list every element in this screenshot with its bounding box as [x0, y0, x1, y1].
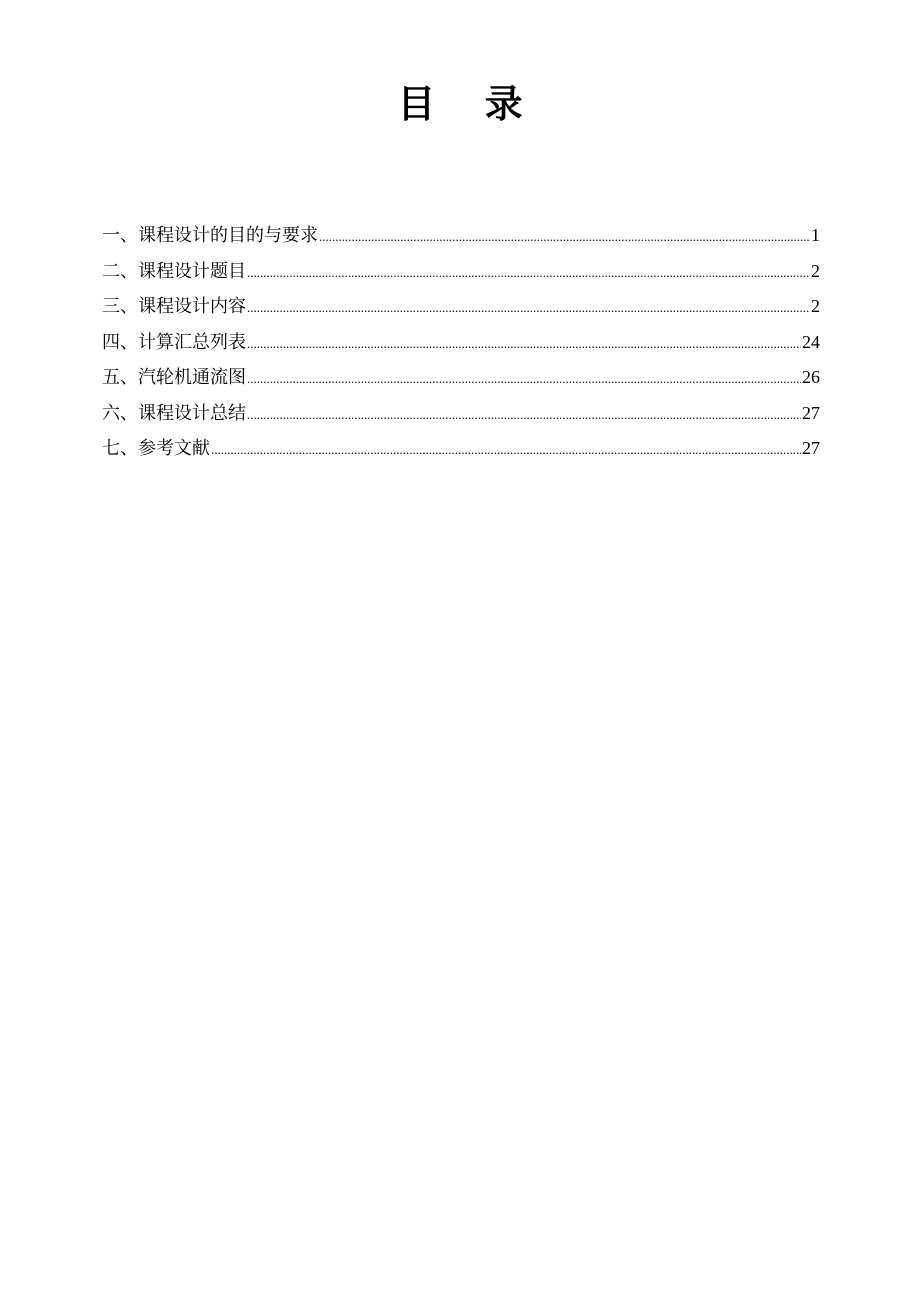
toc-dot-leader: [247, 361, 801, 397]
toc-entry-page: 27: [802, 402, 820, 423]
toc-entry-5[interactable]: [102, 360, 820, 396]
toc-entry-7[interactable]: [102, 431, 820, 467]
toc-entry-page: 2: [811, 296, 820, 316]
toc-entry-2[interactable]: [102, 254, 820, 290]
toc-entry-1[interactable]: [102, 218, 820, 254]
toc-entry-label: 二、课程设计题目: [102, 260, 246, 282]
toc-entry-page: 1: [811, 225, 820, 245]
toc-entry-6[interactable]: [102, 396, 820, 432]
toc-entry-page: 27: [802, 438, 820, 458]
toc-entry-4[interactable]: [102, 325, 820, 361]
toc-dot-leader: [211, 432, 801, 468]
toc-entry-label: 一、课程设计的目的与要求: [102, 225, 318, 246]
toc-entry-label: 四、计算汇总列表: [102, 331, 246, 353]
toc-dot-leader: [247, 326, 801, 362]
page-title: 目 录: [397, 82, 541, 126]
toc-entry-page: 24: [802, 331, 820, 352]
toc-entry-label: 三、课程设计内容: [102, 296, 246, 317]
toc-entry-label: 七、参考文献: [102, 438, 210, 459]
toc-dot-leader: [247, 255, 810, 291]
toc-entry-3[interactable]: [102, 289, 820, 325]
toc-dot-leader: [319, 219, 810, 255]
toc-entry-page: 26: [802, 367, 820, 387]
table-of-contents: [102, 218, 820, 467]
toc-entry-label: 六、课程设计总结: [102, 402, 246, 424]
toc-dot-leader: [247, 290, 810, 326]
toc-entry-page: 2: [811, 260, 820, 281]
toc-dot-leader: [247, 397, 801, 433]
toc-entry-label: 五、汽轮机通流图: [102, 367, 246, 388]
